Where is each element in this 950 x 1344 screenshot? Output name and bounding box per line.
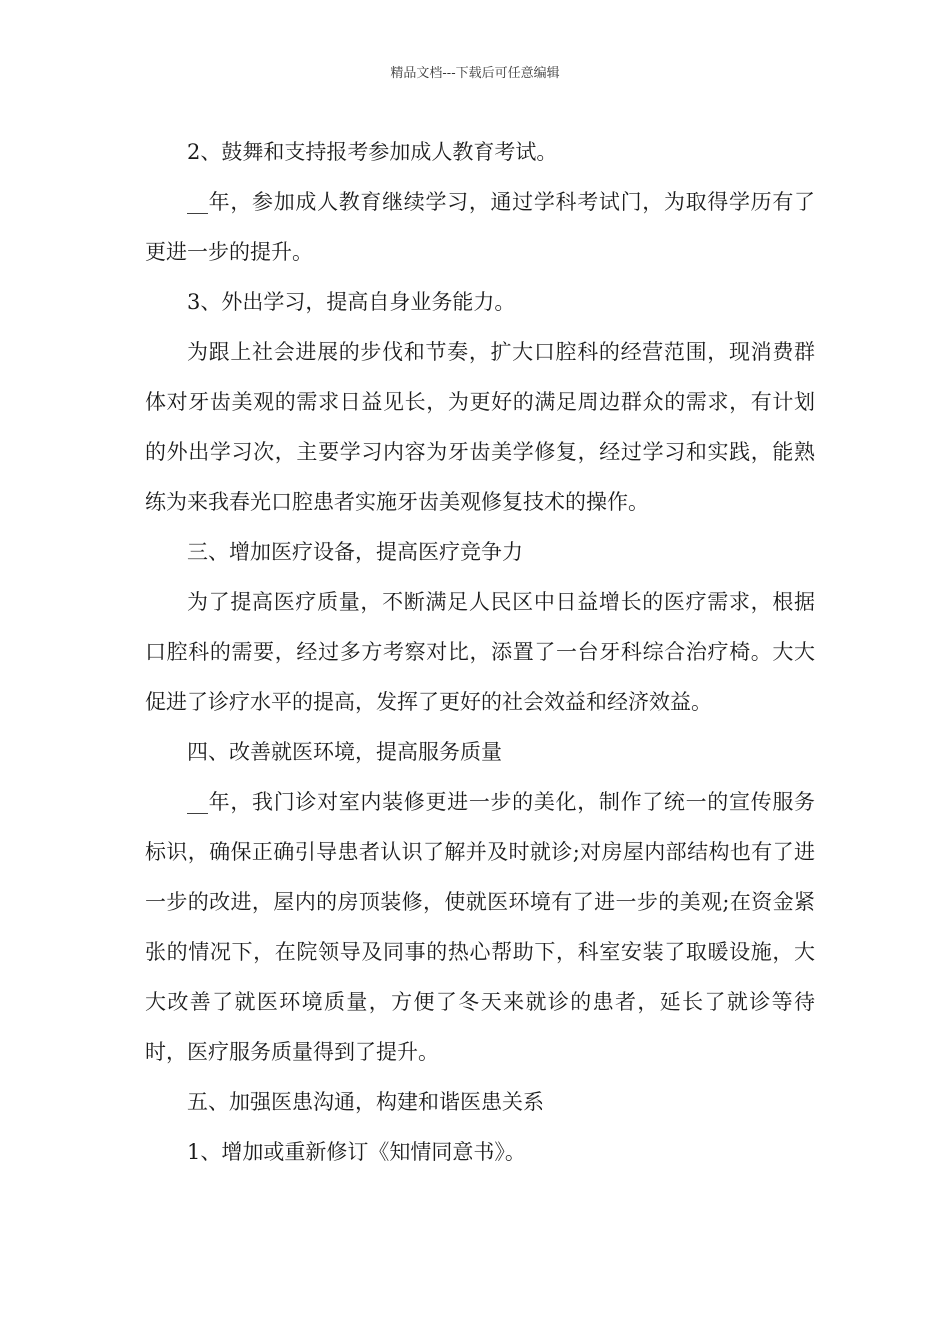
page-header: 精品文档---下载后可任意编辑 bbox=[390, 66, 560, 81]
list-item-adult-education: 2、鼓舞和支持报考参加成人教育考试。 bbox=[187, 140, 558, 164]
paragraph-continuing-education: __年，参加成人教育继续学习，通过学科考试门，为取得学历有了更进一步的提升。 bbox=[145, 190, 815, 264]
paragraph-environment: __年，我门诊对室内装修更进一步的美化，制作了统一的宣传服务标识，确保正确引导患者认识了解并及时就诊;对房屋内部结构也有了进一步的改进，屋内的房顶装修，使就医环境有了进一步的美观;在资金紧张的情况下，在院领导及同事的热心帮助下，科室安装了取暖设施，大大改善了就医环境质量，方便了冬天来就诊的患者，延长了就诊等待时，医疗服务质量得到了提升。 bbox=[145, 790, 815, 1064]
paragraph-equipment: 为了提高医疗质量，不断满足人民区中日益增长的医疗需求，根据口腔科的需要，经过多方考察对比，添置了一台牙科综合治疗椅。大大促进了诊疗水平的提高，发挥了更好的社会效益和经济效益。 bbox=[145, 590, 815, 714]
list-item-external-study: 3、外出学习，提高自身业务能力。 bbox=[187, 290, 516, 314]
section-heading-communication: 五、加强医患沟通，构建和谐医患关系 bbox=[187, 1090, 544, 1114]
paragraph-external-study: 为跟上社会进展的步伐和节奏，扩大口腔科的经营范围，现消费群体对牙齿美观的需求日益见长，为更好的满足周边群众的需求，有计划的外出学习次，主要学习内容为牙齿美学修复，经过学习和实践，能熟练为来我春光口腔患者实施牙齿美观修复技术的操作。 bbox=[145, 340, 815, 514]
list-item-consent-form: 1、增加或重新修订《知情同意书》。 bbox=[187, 1140, 526, 1164]
section-heading-equipment: 三、增加医疗设备，提高医疗竞争力 bbox=[187, 540, 523, 564]
section-heading-environment: 四、改善就医环境，提高服务质量 bbox=[187, 740, 502, 764]
document-body bbox=[145, 127, 815, 1177]
